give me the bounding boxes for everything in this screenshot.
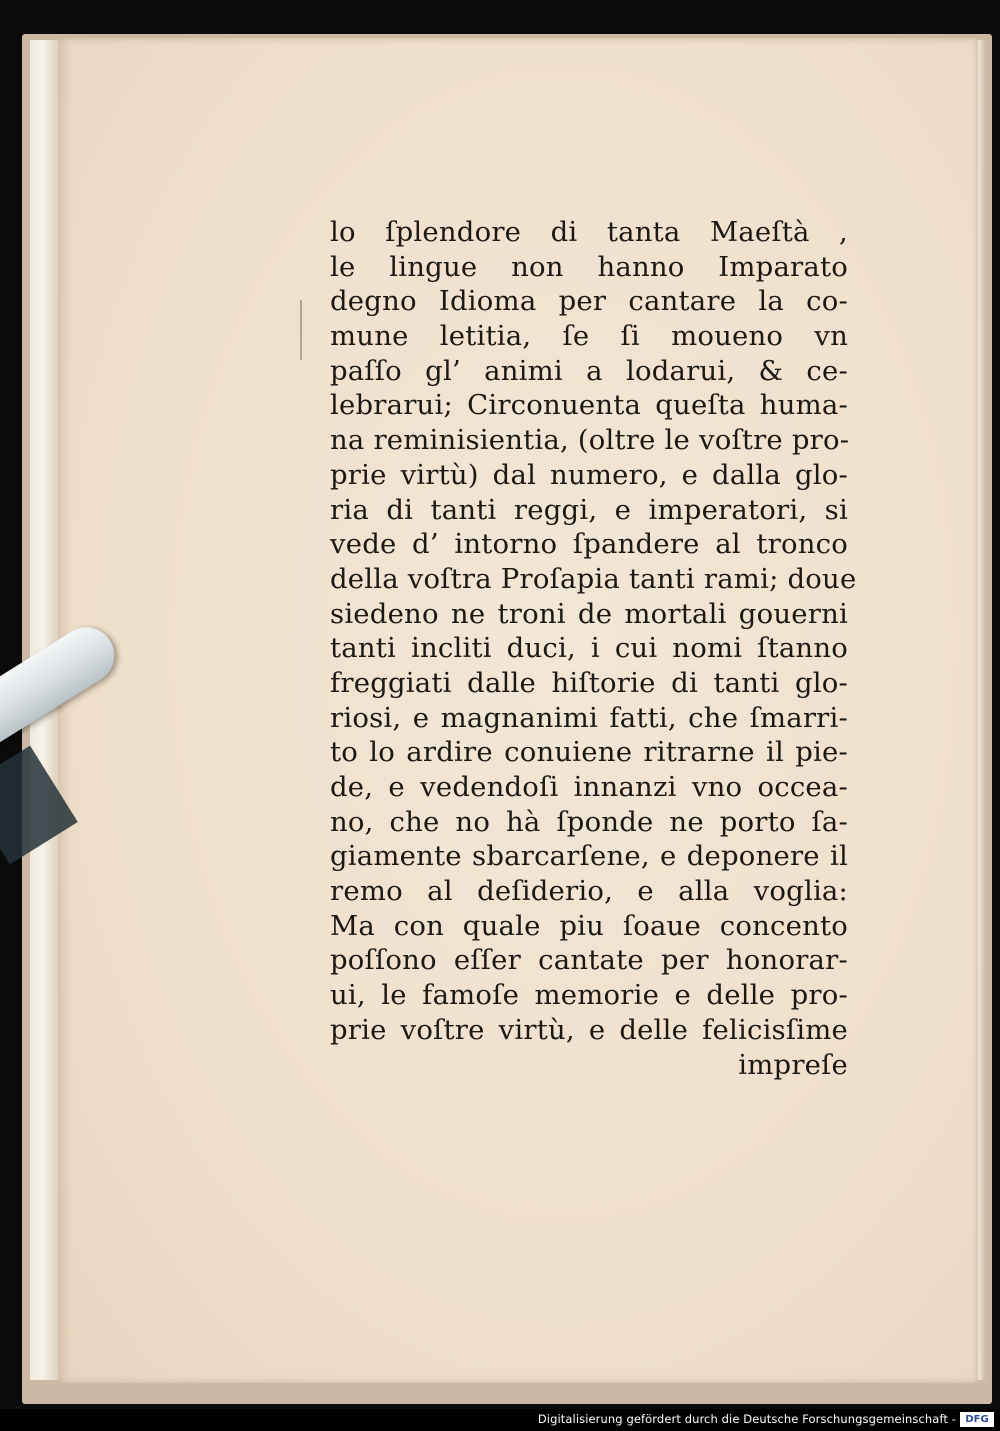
text-line: ria di tanti reggi, e imperatori, si [330, 493, 848, 526]
text-line: le lingue non hanno Imparato [330, 250, 848, 283]
catchword: impreſe [738, 1048, 848, 1081]
text-line: della voſtra Proſapia tanti rami; doue [330, 562, 857, 595]
margin-mark [300, 300, 302, 360]
text-line: remo al deſiderio, e alla voglia: [330, 875, 848, 908]
footer-bar [0, 1409, 1000, 1431]
text-line: paſſo gl’ animi a lodarui, & ce- [330, 354, 848, 387]
text-line: siedeno ne troni de mortali gouerni [330, 597, 848, 630]
text-line: prie voſtre virtù, e delle felicisſime [330, 1013, 848, 1046]
dfg-logo: DFG [960, 1412, 994, 1427]
page-text [330, 215, 857, 1082]
funding-credit: Digitalisierung gefördert durch die Deutsche Forschungsgemeinschaft - [537, 1412, 956, 1426]
text-line: freggiati dalle hiſtorie di tanti glo- [330, 666, 848, 699]
text-line: lebrarui; Circonuenta queſta huma- [330, 389, 848, 422]
text-line: prie virtù) dal numero, e dalla glo- [330, 458, 848, 491]
text-line: riosi, e magnanimi fatti, che ſmarri- [330, 701, 848, 734]
text-line: de, e vedendoſi innanzi vno occea- [330, 771, 848, 803]
text-line: vede d’ intorno ſpandere al tronco [330, 528, 848, 561]
text-line: to lo ardire conuiene ritrarne il pie- [330, 736, 848, 769]
text-line: tanti incliti duci, i cui nomi ſtanno [330, 632, 848, 665]
text-line: poſſono eſſer cantate per honorar- [330, 944, 848, 977]
text-line: lo ſplendore di tanta Maeſtà , [330, 216, 848, 248]
text-line: mune letitia, ſe ſi moueno vn [330, 320, 848, 353]
text-line: giamente sbarcarſene, e deponere il [330, 840, 848, 873]
text-line: Ma con quale piu ſoaue concento [330, 909, 848, 942]
text-line: degno Idioma per cantare la co- [330, 285, 848, 318]
text-line: ui, le famoſe memorie e delle pro- [330, 979, 848, 1012]
text-line: na reminisientia, (oltre le voſtre pro- [330, 424, 850, 457]
text-line: no, che no hà ſponde ne porto ſa- [330, 805, 848, 838]
